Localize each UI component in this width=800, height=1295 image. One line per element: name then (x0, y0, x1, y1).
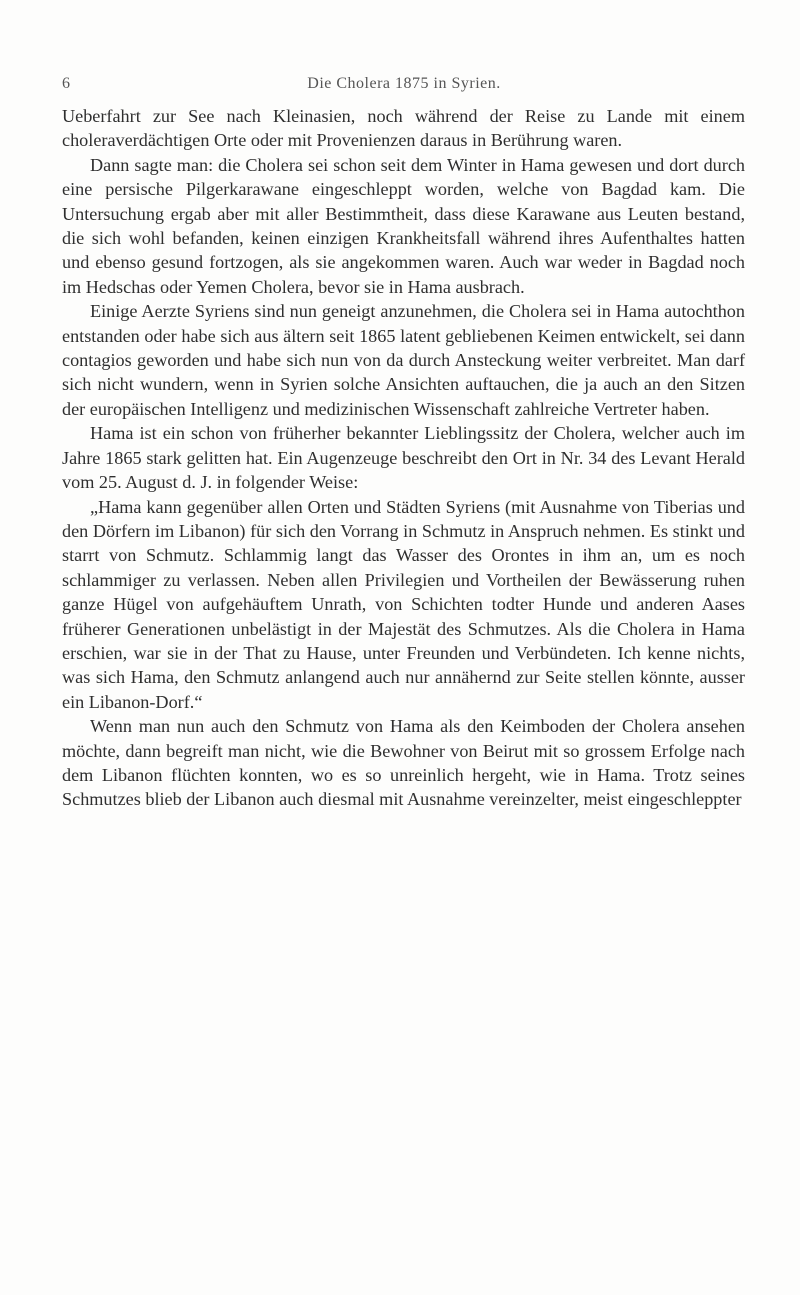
paragraph-quotation: „Hama kann gegenüber allen Orten und Städten Syriens (mit Ausnahme von Tiberias und den Dörfern im Libanon) für sich den Vorrang in Schmutz in Anspruch nehmen. Es stinkt und starrt von Schmutz. Schlammig langt das Wasser des Orontes in ihm an, um es noch schlammiger zu verlassen. Neben allen Privilegien und Vortheilen der Bewässerung ruhen ganze Hügel von aufgehäuftem Unrath, von Schichten todter Hunde und anderen Aases früherer Generationen unbelästigt in der Majestät des Schmutzes. Als die Cholera in Hama erschien, war sie in der That zu Hause, unter Freunden und Verbündeten. Ich kenne nichts, was sich Hama, den Schmutz anlangend auch nur annähernd zur Seite stellen könnte, ausser ein Libanon-Dorf.“ (62, 496, 745, 712)
running-head (62, 75, 746, 97)
paragraph-schmutz: Wenn man nun auch den Schmutz von Hama als den Keimboden der Cholera ansehen möchte, dann begreift man nicht, wie die Bewohner von Beirut mit so grossem Erfolge nach dem Libanon flüchten konnten, wo es so unreinlich hergeht, wie in Hama. Trotz seines Schmutzes blieb der Libanon auch diesmal mit Ausnahme vereinzelter, meist eingeschleppter (62, 716, 745, 810)
paragraph-aerzte: Einige Aerzte Syriens sind nun geneigt anzunehmen, die Cholera sei in Hama autochthon entstanden oder habe sich aus ältern seit 1865 latent gebliebenen Keimen entwickelt, sei dann contagios geworden und habe sich nun von da durch Ansteckung weiter verbreitet. Man darf sich nicht wundern, wenn in Syrien solche Ansichten auftauchen, die ja auch an den Sitzen der europäischen Intelligenz und medizinischen Wissenschaft zahlreiche Vertreter haben. (62, 301, 745, 419)
paragraph-hama: Hama ist ein schon von früherher bekannter Lieblingssitz der Cholera, welcher auch im Jahre 1865 stark gelitten hat. Ein Augenzeuge beschreibt den Ort in Nr. 34 des Levant Herald vom 25. August d. J. in folgender Weise: (62, 423, 745, 493)
running-title: Die Cholera 1875 in Syrien. (307, 75, 501, 92)
paragraph-karawane: Dann sagte man: die Cholera sei schon seit dem Winter in Hama gewesen und dort durch eine persische Pilgerkarawane eingeschleppt worden, welche von Bagdad kam. Die Untersuchung ergab aber mit aller Bestimmtheit, dass diese Karawane aus Leuten bestand, die sich wohl befanden, keinen einzigen Krankheitsfall während ihres Aufenthaltes hatten und ebenso gesund fortzogen, als sie angekommen waren. Auch war weder in Bagdad noch im Hedschas oder Yemen Cholera, bevor sie in Hama ausbrach. (62, 154, 745, 297)
paragraph-continuation: Ueberfahrt zur See nach Kleinasien, noch während der Reise zu Lande mit einem choleraverdächtigen Orte oder mit Provenienzen daraus in Berührung waren. (62, 106, 745, 151)
page-number: 6 (62, 75, 70, 92)
body-text (62, 104, 745, 812)
